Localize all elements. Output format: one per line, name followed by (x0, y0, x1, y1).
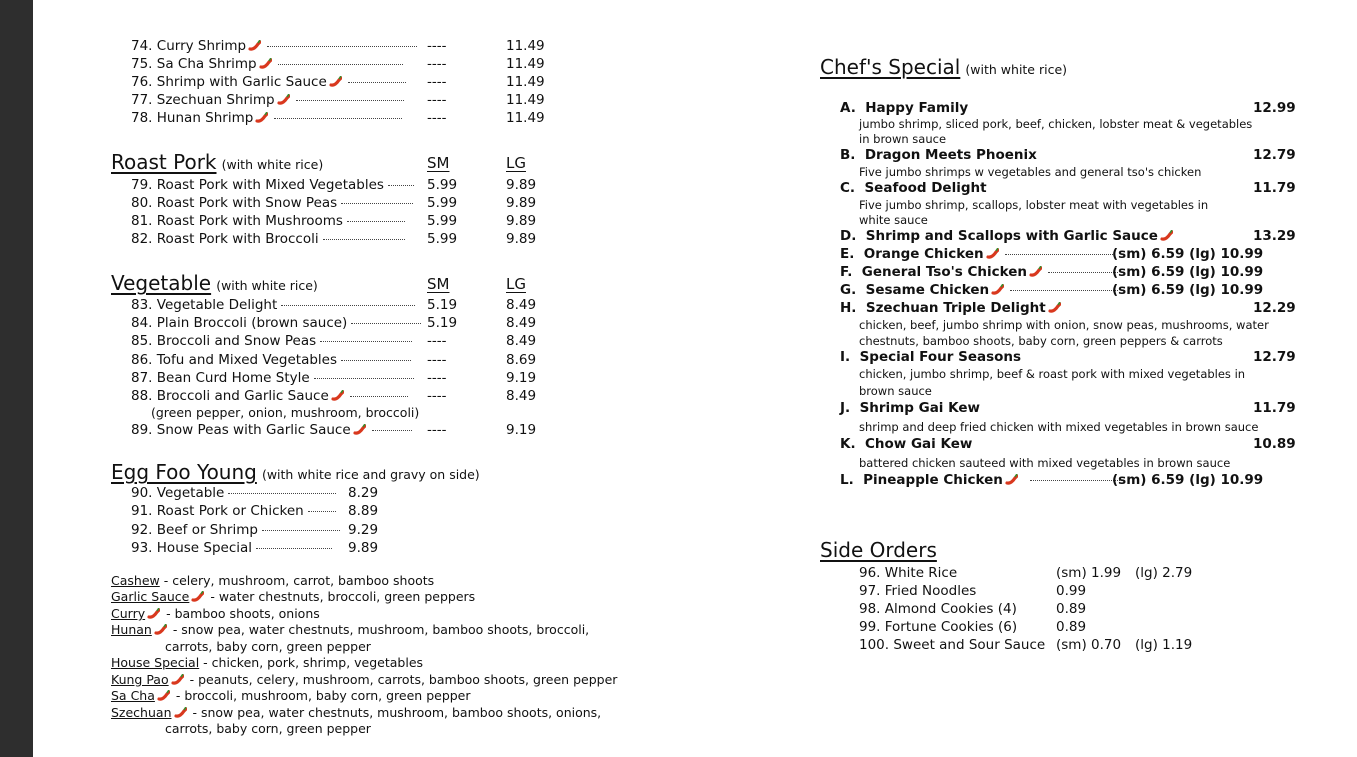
chefs-item-i: I. Special Four Seasons (840, 349, 1022, 365)
menu-item-85-sm: ---- (427, 333, 447, 349)
menu-item-82-sm: 5.99 (427, 231, 458, 247)
menu-item-74-lg: 11.49 (506, 38, 545, 54)
chili-pepper-icon (174, 707, 187, 718)
menu-item-75-sm: ---- (427, 56, 447, 72)
roast-pork-heading: Roast Pork (with white rice) (111, 150, 324, 174)
sauce-garlic: Garlic Sauce - water chestnuts, broccoli, green peppers (111, 589, 476, 604)
chefs-item-k: K. Chow Gai Kew (840, 436, 973, 452)
menu-page (33, 0, 1357, 757)
side-item-98-price: 0.89 (1056, 601, 1087, 617)
menu-item-85-lg: 8.49 (506, 333, 537, 349)
chefs-item-f: F. General Tso's Chicken (840, 263, 1122, 281)
menu-item-84: 84. Plain Broccoli (brown sauce) (131, 314, 425, 332)
chili-pepper-icon (191, 591, 204, 602)
chili-pepper-icon (277, 94, 290, 105)
chefs-item-c-price: 11.79 (1253, 180, 1296, 196)
side-item-96-lg: (lg) 2.79 (1135, 565, 1193, 581)
sauce-szechuan-cont: carrots, baby corn, green pepper (165, 721, 371, 736)
vegetable-lg-header: LG (506, 275, 526, 293)
chefs-item-k-price: 10.89 (1253, 436, 1296, 452)
menu-item-92: 92. Beef or Shrimp (131, 521, 344, 539)
chili-pepper-icon (255, 112, 268, 123)
chefs-item-b-desc: Five jumbo shrimps w vegetables and general tso's chicken (859, 165, 1202, 179)
chefs-item-d: D. Shrimp and Scallops with Garlic Sauce (840, 227, 1175, 245)
chili-pepper-icon (1160, 230, 1173, 241)
menu-item-91-price: 8.89 (348, 503, 379, 519)
menu-item-76: 76. Shrimp with Garlic Sauce (131, 73, 410, 91)
sauce-curry: Curry - bamboo shoots, onions (111, 606, 320, 621)
viewer-sidebar (0, 0, 33, 757)
chefs-item-j: J. Shrimp Gai Kew (840, 400, 980, 416)
side-item-97: 97. Fried Noodles (859, 583, 977, 599)
chefs-item-j-desc: shrimp and deep fried chicken with mixed vegetables in brown sauce (859, 420, 1259, 434)
side-item-99: 99. Fortune Cookies (6) (859, 619, 1018, 635)
menu-item-83-lg: 8.49 (506, 297, 537, 313)
chili-pepper-icon (1048, 302, 1061, 313)
vegetable-heading: Vegetable (with white rice) (111, 271, 318, 295)
menu-item-80-sm: 5.99 (427, 195, 458, 211)
side-item-96-sm: (sm) 1.99 (1056, 565, 1122, 581)
sauce-sa-cha: Sa Cha - broccoli, mushroom, baby corn, green pepper (111, 688, 471, 703)
menu-item-92-price: 9.29 (348, 522, 379, 538)
roast-pork-sm-header: SM (427, 154, 450, 172)
menu-item-78-lg: 11.49 (506, 110, 545, 126)
egg-foo-young-heading: Egg Foo Young (with white rice and gravy on side) (111, 460, 480, 484)
menu-item-87: 87. Bean Curd Home Style (131, 369, 418, 387)
menu-item-86-sm: ---- (427, 352, 447, 368)
menu-item-88-note: (green pepper, onion, mushroom, broccoli) (151, 405, 420, 420)
menu-item-80: 80. Roast Pork with Snow Peas (131, 194, 417, 212)
chefs-item-i-price: 12.79 (1253, 349, 1296, 365)
menu-item-84-lg: 8.49 (506, 315, 537, 331)
side-item-96: 96. White Rice (859, 565, 958, 581)
sauce-kung-pao: Kung Pao - peanuts, celery, mushroom, carrots, bamboo shoots, green pepper (111, 672, 618, 687)
chili-pepper-icon (331, 390, 344, 401)
chefs-item-c: C. Seafood Delight (840, 180, 987, 196)
chefs-item-a-price: 12.99 (1253, 100, 1296, 116)
chefs-item-e-price: (sm) 6.59 (lg) 10.99 (1112, 246, 1264, 262)
chili-pepper-icon (259, 58, 272, 69)
chili-pepper-icon (1029, 266, 1042, 277)
menu-item-81: 81. Roast Pork with Mushrooms (131, 212, 409, 230)
menu-item-87-sm: ---- (427, 370, 447, 386)
sauce-house-special: House Special - chicken, pork, shrimp, vegetables (111, 655, 424, 670)
menu-item-78: 78. Hunan Shrimp (131, 109, 406, 127)
vegetable-sm-header: SM (427, 275, 450, 293)
menu-item-86-lg: 8.69 (506, 352, 537, 368)
chili-pepper-icon (991, 284, 1004, 295)
chefs-item-d-price: 13.29 (1253, 228, 1296, 244)
menu-item-82-lg: 9.89 (506, 231, 537, 247)
side-item-100: 100. Sweet and Sour Sauce (859, 637, 1046, 653)
chili-pepper-icon (248, 40, 261, 51)
sauce-hunan-cont: carrots, baby corn, green pepper (165, 639, 371, 654)
menu-item-87-lg: 9.19 (506, 370, 537, 386)
side-item-100-sm: (sm) 0.70 (1056, 637, 1122, 653)
chefs-item-i-desc2: brown sauce (859, 384, 932, 398)
chili-pepper-icon (157, 690, 170, 701)
chefs-item-a: A. Happy Family (840, 100, 969, 116)
menu-item-90: 90. Vegetable (131, 484, 340, 502)
menu-item-83: 83. Vegetable Delight (131, 296, 419, 314)
menu-item-88-lg: 8.49 (506, 388, 537, 404)
chili-pepper-icon (171, 674, 184, 685)
menu-item-93: 93. House Special (131, 539, 336, 557)
menu-item-90-price: 8.29 (348, 485, 379, 501)
menu-item-89-lg: 9.19 (506, 422, 537, 438)
chili-pepper-icon (1005, 474, 1018, 485)
chefs-item-b-price: 12.79 (1253, 147, 1296, 163)
chefs-item-l: L. Pineapple Chicken (840, 471, 1124, 489)
menu-item-79: 79. Roast Pork with Mixed Vegetables (131, 176, 418, 194)
menu-item-81-sm: 5.99 (427, 213, 458, 229)
menu-item-88-sm: ---- (427, 388, 447, 404)
chefs-item-k-desc: battered chicken sauteed with mixed vegetables in brown sauce (859, 456, 1231, 470)
menu-item-81-lg: 9.89 (506, 213, 537, 229)
menu-item-80-lg: 9.89 (506, 195, 537, 211)
menu-item-77-sm: ---- (427, 92, 447, 108)
chefs-item-h-price: 12.29 (1253, 300, 1296, 316)
menu-item-75-lg: 11.49 (506, 56, 545, 72)
sauce-cashew: Cashew - celery, mushroom, carrot, bamboo shoots (111, 573, 435, 588)
side-item-97-price: 0.99 (1056, 583, 1087, 599)
sauce-szechuan: Szechuan - snow pea, water chestnuts, mushroom, bamboo shoots, onions, (111, 705, 602, 720)
chefs-item-f-price: (sm) 6.59 (lg) 10.99 (1112, 264, 1264, 280)
chefs-item-h-desc: chicken, beef, jumbo shrimp with onion, snow peas, mushrooms, water (859, 318, 1269, 332)
chefs-item-c-desc2: white sauce (859, 213, 928, 227)
menu-item-83-sm: 5.19 (427, 297, 458, 313)
menu-item-89: 89. Snow Peas with Garlic Sauce (131, 421, 416, 439)
sauce-hunan: Hunan - snow pea, water chestnuts, mushroom, bamboo shoots, broccoli, (111, 622, 590, 637)
side-item-99-price: 0.89 (1056, 619, 1087, 635)
chefs-item-g: G. Sesame Chicken (840, 281, 1122, 299)
chefs-item-h-desc2: chestnuts, bamboo shoots, baby corn, green peppers & carrots (859, 334, 1223, 348)
side-orders-heading: Side Orders (820, 538, 937, 562)
menu-item-74: 74. Curry Shrimp (131, 37, 421, 55)
menu-item-93-price: 9.89 (348, 540, 379, 556)
menu-item-88: 88. Broccoli and Garlic Sauce (131, 387, 412, 405)
menu-item-91: 91. Roast Pork or Chicken (131, 502, 340, 520)
menu-item-75: 75. Sa Cha Shrimp (131, 55, 407, 73)
menu-item-77-lg: 11.49 (506, 92, 545, 108)
menu-item-82: 82. Roast Pork with Broccoli (131, 230, 409, 248)
chili-pepper-icon (154, 624, 167, 635)
roast-pork-lg-header: LG (506, 154, 526, 172)
chefs-item-h: H. Szechuan Triple Delight (840, 299, 1063, 317)
chili-pepper-icon (353, 424, 366, 435)
side-item-98: 98. Almond Cookies (4) (859, 601, 1017, 617)
chefs-special-heading: Chef's Special (with white rice) (820, 55, 1068, 79)
chefs-item-a-desc2: in brown sauce (859, 132, 947, 146)
menu-item-79-lg: 9.89 (506, 177, 537, 193)
menu-item-89-sm: ---- (427, 422, 447, 438)
chefs-item-a-desc: jumbo shrimp, sliced pork, beef, chicken, lobster meat & vegetables (859, 117, 1253, 131)
chili-pepper-icon (986, 248, 999, 259)
menu-item-84-sm: 5.19 (427, 315, 458, 331)
chili-pepper-icon (147, 608, 160, 619)
menu-item-85: 85. Broccoli and Snow Peas (131, 332, 416, 350)
side-item-100-lg: (lg) 1.19 (1135, 637, 1193, 653)
chefs-item-i-desc: chicken, jumbo shrimp, beef & roast pork with mixed vegetables in (859, 367, 1246, 381)
chefs-item-g-price: (sm) 6.59 (lg) 10.99 (1112, 282, 1264, 298)
menu-item-74-sm: ---- (427, 38, 447, 54)
menu-item-77: 77. Szechuan Shrimp (131, 91, 408, 109)
menu-item-76-lg: 11.49 (506, 74, 545, 90)
chefs-item-e: E. Orange Chicken (840, 245, 1119, 263)
chili-pepper-icon (329, 76, 342, 87)
chefs-item-b: B. Dragon Meets Phoenix (840, 147, 1037, 163)
menu-item-78-sm: ---- (427, 110, 447, 126)
chefs-item-j-price: 11.79 (1253, 400, 1296, 416)
menu-item-86: 86. Tofu and Mixed Vegetables (131, 351, 415, 369)
menu-item-76-sm: ---- (427, 74, 447, 90)
chefs-item-l-price: (sm) 6.59 (lg) 10.99 (1112, 472, 1264, 488)
menu-item-79-sm: 5.99 (427, 177, 458, 193)
chefs-item-c-desc: Five jumbo shrimp, scallops, lobster meat with vegetables in (859, 198, 1209, 212)
